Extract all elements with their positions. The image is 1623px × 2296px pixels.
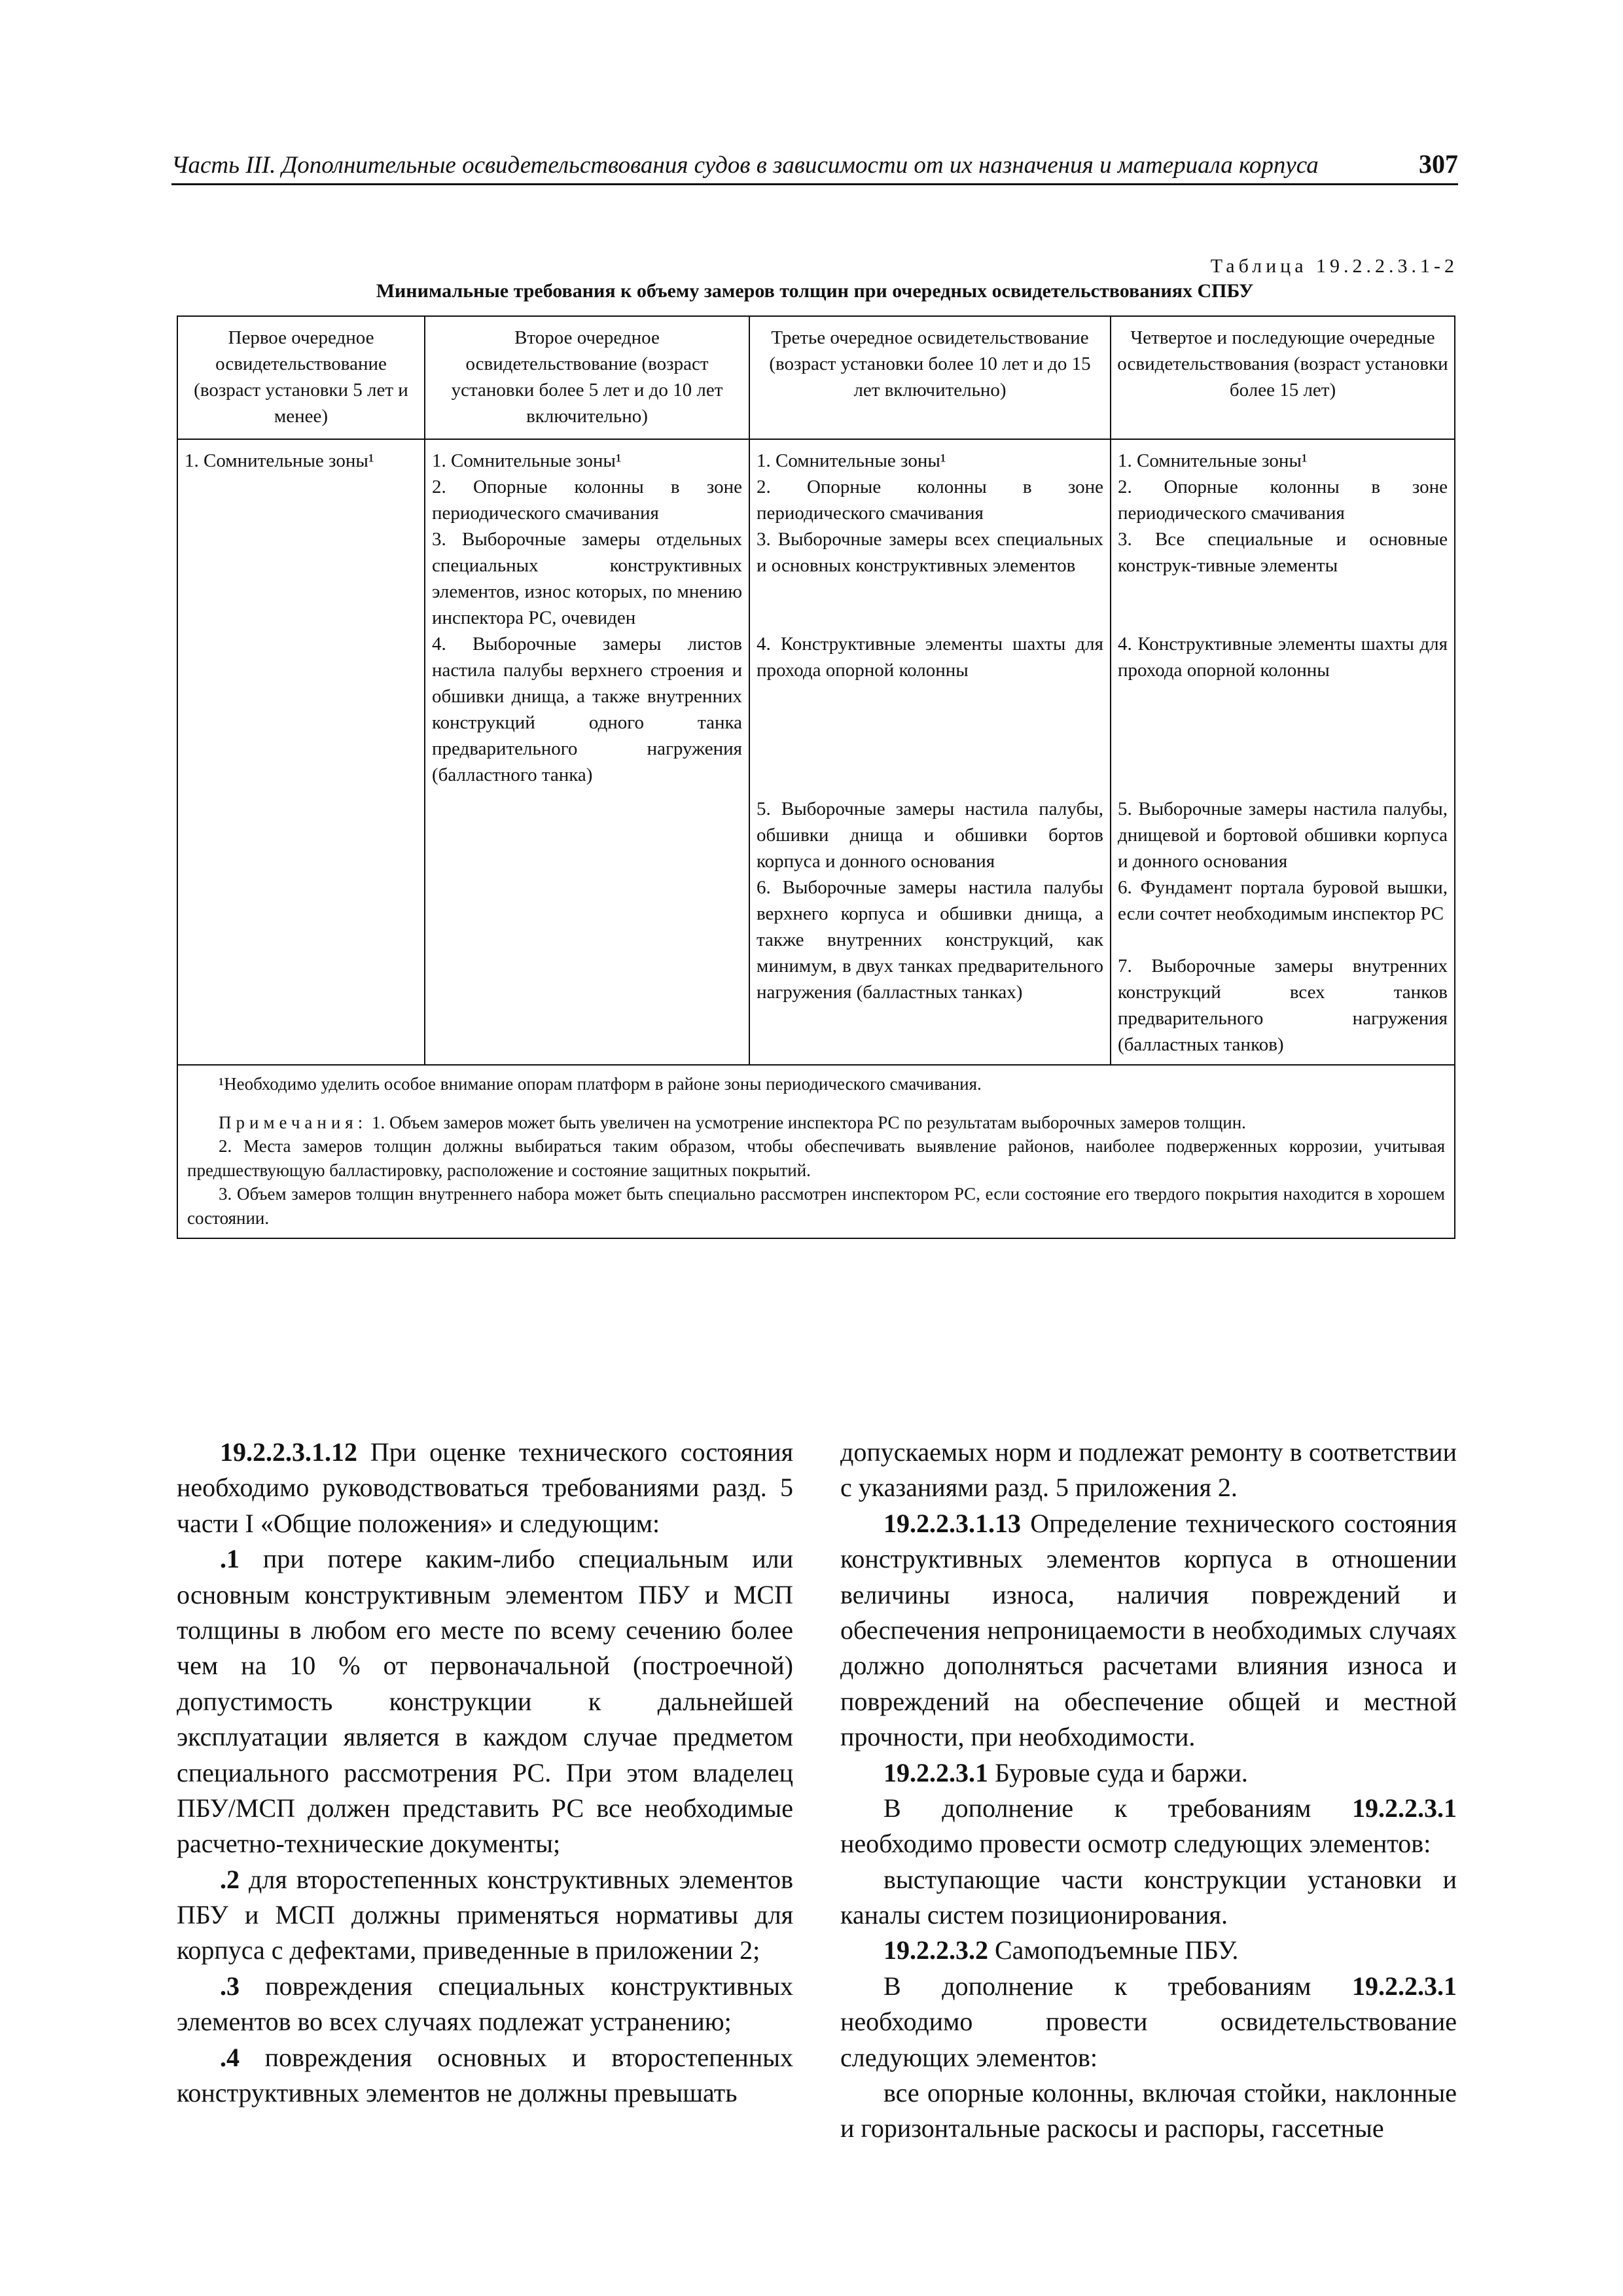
paragraph: 19.2.2.3.2 Самоподъемные ПБУ. <box>883 1935 1239 1965</box>
list-item: 2. Опорные колонны в зоне периодического смачивания <box>1118 476 1448 524</box>
header-fourth-survey: Четвертое и последующие очередные освидетельствования (возраст установки более 15 лет) <box>1111 316 1455 439</box>
paragraph: все опорные колонны, включая стойки, наклонные и горизонтальные раскосы и распоры, гассетные <box>840 2078 1457 2144</box>
body-column-right <box>840 1435 1457 2147</box>
list-item: 4. Выборочные замеры листов настила палубы верхнего строения и обшивки днища, а также внутренних конструкций одного танка предварительного нагружения (балластного танка) <box>432 634 742 786</box>
header-third-survey: Третье очередное освидетельствование (возраст установки более 10 лет и до 15 лет включительно) <box>749 316 1111 439</box>
clause-number: .2 <box>220 1864 240 1894</box>
table-title: Минимальные требования к объему замеров толщин при очередных освидетельствованиях СПБУ <box>376 280 1254 302</box>
list-item: 1. Сомнительные зоны¹ <box>1118 450 1308 472</box>
paragraph: .3 повреждения специальных конструктивных элементов во всех случаях подлежат устранению; <box>177 1971 793 2037</box>
paragraph: В дополнение к требованиям 19.2.2.3.1 необходимо провести осмотр следующих элементов: <box>840 1793 1457 1859</box>
note-1-text: 1. Объем замеров может быть увеличен на усмотрение инспектора РС по результатам выборочных замеров толщин. <box>371 1112 1246 1132</box>
body-column-left <box>177 1435 793 2111</box>
notes-label: Примечания: <box>219 1112 368 1132</box>
table-label: Таблица 19.2.2.3.1-2 <box>1210 255 1458 277</box>
clause-number: .1 <box>220 1544 240 1574</box>
clause-reference: 19.2.2.3.1 <box>1352 1793 1457 1823</box>
list-item: 3. Выборочные замеры отдельных специальных конструктивных элементов, износ которых, по мнению инспектора РС, очевиден <box>432 529 742 629</box>
paragraph: В дополнение к требованиям 19.2.2.3.1 необходимо провести освидетельствование следующих элементов: <box>840 1971 1457 2072</box>
list-item: 1. Сомнительные зоны¹ <box>185 450 374 472</box>
cell-fourth-survey <box>1111 439 1455 1065</box>
table-notes <box>177 1065 1455 1238</box>
list-item: 7. Выборочные замеры внутренних конструкций всех танков предварительного нагружения (балластных танков) <box>1118 956 1448 1056</box>
list-item: 1. Сомнительные зоны¹ <box>757 450 946 472</box>
list-item: 5. Выборочные замеры настила палубы, обшивки днища и обшивки бортов корпуса и донного основания <box>757 798 1103 872</box>
header-second-survey: Второе очередное освидетельствование (возраст установки более 5 лет и до 10 лет включительно) <box>425 316 749 439</box>
paragraph: выступающие части конструкции установки и каналы систем позиционирования. <box>840 1864 1457 1930</box>
table-header-row <box>177 316 1455 439</box>
list-item: 1. Сомнительные зоны¹ <box>432 450 622 472</box>
header-first-survey: Первое очередное освидетельствование (возраст установки 5 лет и менее) <box>177 316 425 439</box>
table-row <box>177 439 1455 1065</box>
thickness-measurement-table <box>177 315 1455 1239</box>
footnote: ¹Необходимо уделить особое внимание опорам платформ в районе зоны периодического смачивания. <box>219 1074 982 1094</box>
list-item: 4. Конструктивные элементы шахты для прохода опорной колонны <box>757 634 1103 681</box>
clause-number: 19.2.2.3.1.12 <box>220 1437 357 1467</box>
paragraph: .2 для второстепенных конструктивных элементов ПБУ и МСП должны применяться нормативы для корпуса с дефектами, приведенные в приложении 2; <box>177 1864 793 1965</box>
list-item: 2. Опорные колонны в зоне периодического смачивания <box>432 476 742 524</box>
paragraph: .4 повреждения основных и второстепенных конструктивных элементов не должны превышать <box>177 2042 793 2108</box>
note-2: 2. Места замеров толщин должны выбираться таким образом, чтобы обеспечивать выявление районов, наиболее подверженных коррозии, учитывая предшествующую балластировку, расположение и состояние защитных покрытий. <box>187 1136 1445 1180</box>
clause-number: 19.2.2.3.1.13 <box>883 1508 1021 1538</box>
note-3: 3. Объем замеров толщин внутреннего набора может быть специально рассмотрен инспектором РС, если состояние его твердого покрытия находится в хорошем состоянии. <box>187 1184 1445 1228</box>
paragraph: 19.2.2.3.1 Буровые суда и баржи. <box>883 1757 1248 1787</box>
cell-third-survey <box>749 439 1111 1065</box>
clause-reference: 19.2.2.3.1 <box>1352 1971 1457 2001</box>
table-notes-row <box>177 1065 1455 1238</box>
paragraph: .1 при потере каким-либо специальным или основным конструктивным элементом ПБУ и МСП толщины в любом его месте по всему сечению более чем на 10 % от первоначальной (построечной) допустимость конструкции к дальнейшей эксплуатации является в каждом случае предметом специального рассмотрения РС. При этом владелец ПБУ/МСП должен представить РС все необходимые расчетно-технические документы; <box>177 1544 793 1859</box>
list-item: 6. Выборочные замеры настила палубы верхнего корпуса и обшивки днища, а также внутренних конструкций, как минимум, в двух танках предварительного нагружения (балластных танках) <box>757 877 1103 1003</box>
list-item: 3. Все специальные и основные конструк-тивные элементы <box>1118 529 1448 577</box>
note-1 <box>187 1111 1445 1134</box>
running-title: Часть III. Дополнительные освидетельствования судов в зависимости от их назначения и материала корпуса <box>171 152 1319 179</box>
list-item: 3. Выборочные замеры всех специальных и основных конструктивных элементов <box>757 529 1103 577</box>
list-item: 5. Выборочные замеры настила палубы, днищевой и бортовой обшивки корпуса и донного основания <box>1118 798 1448 872</box>
clause-number: 19.2.2.3.2 <box>883 1935 988 1965</box>
page-number: 307 <box>1419 149 1458 179</box>
list-item: 4. Конструктивные элементы шахты для прохода опорной колонны <box>1118 634 1448 681</box>
list-item: 2. Опорные колонны в зоне периодического смачивания <box>757 476 1103 524</box>
paragraph: допускаемых норм и подлежат ремонту в соответствии с указаниями разд. 5 приложения 2. <box>840 1437 1457 1503</box>
cell-first-survey <box>177 439 425 1065</box>
page-header <box>171 144 1458 185</box>
list-item: 6. Фундамент портала буровой вышки, если сочтет необходимым инспектор РС <box>1118 877 1448 925</box>
paragraph: 19.2.2.3.1.12 При оценке технического состояния необходимо руководствоваться требованиями разд. 5 части I «Общие положения» и следующим: <box>177 1437 793 1538</box>
clause-number: .4 <box>220 2042 240 2072</box>
clause-number: .3 <box>220 1971 240 2001</box>
cell-second-survey <box>425 439 749 1065</box>
paragraph: 19.2.2.3.1.13 Определение технического состояния конструктивных элементов корпуса в отношении величины износа, наличия повреждений и обеспечения непроницаемости в необходимых случаях должно дополняться расчетами влияния износа и повреждений на обеспечение общей и местной прочности, при необходимости. <box>840 1508 1457 1752</box>
clause-number: 19.2.2.3.1 <box>883 1757 988 1787</box>
